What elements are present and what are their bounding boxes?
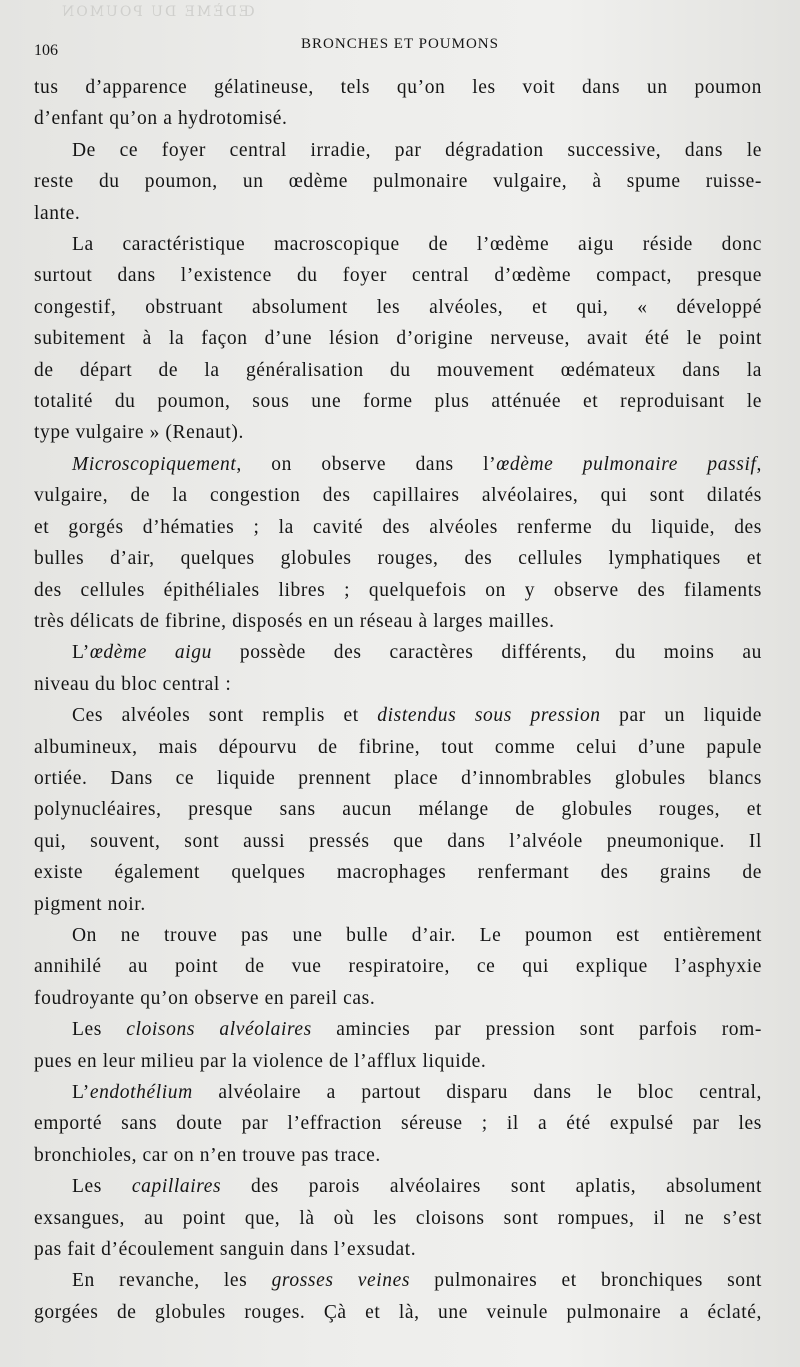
text-line: De ce foyer central irradie, par dégradation successive, dans le [72, 139, 762, 161]
text-line: L’endothélium alvéolaire a partout disparu dans le bloc central, [72, 1082, 762, 1103]
text-line: d’enfant qu’on a hydrotomisé. [34, 108, 288, 130]
text-line: reste du poumon, un œdème pulmonaire vulgaire, à spume ruisse- [34, 171, 762, 193]
text-line: pigment noir. [34, 893, 146, 915]
text-line: niveau du bloc central : [34, 673, 232, 695]
text-line: bronchioles, car on n’en trouve pas trace. [34, 1144, 381, 1166]
bleed-through-text: ŒDÈME DU POUMON [60, 4, 255, 20]
text-line: bulles d’air, quelques globules rouges, des cellules lymphatiques et [34, 548, 762, 570]
text-line: pues en leur milieu par la violence de l’afflux liquide. [34, 1050, 487, 1072]
text-line: En revanche, les grosses veines pulmonaires et bronchiques sont [72, 1270, 762, 1292]
text-line: ortiée. Dans ce liquide prennent place d’innombrables globules blancs [34, 767, 762, 789]
text-line: très délicats de fibrine, disposés en un réseau à larges mailles. [34, 610, 555, 632]
text-line: L’œdème aigu possède des caractères différents, du moins au [72, 642, 762, 664]
text-line: gorgées de globules rouges. Çà et là, une veinule pulmonaire a éclaté, [34, 1301, 762, 1323]
text-line: pas fait d’écoulement sanguin dans l’exsudat. [34, 1239, 417, 1261]
text-line: type vulgaire » (Renaut). [34, 422, 244, 444]
text-line: polynucléaires, presque sans aucun mélange de globules rouges, et [34, 799, 762, 821]
text-line: lante. [34, 202, 81, 224]
text-line: exsangues, au point que, là où les cloisons sont rompues, il ne s’est [34, 1207, 762, 1229]
text-line: totalité du poumon, sous une forme plus atténuée et reproduisant le [34, 391, 762, 413]
text-line: existe également quelques macrophages renfermant des grains de [34, 862, 762, 884]
text-line: subitement à la façon d’une lésion d’origine nerveuse, avait été le point [34, 328, 762, 350]
text-line: Ces alvéoles sont remplis et distendus sous pression par un liquide [72, 705, 762, 727]
text-line: vulgaire, de la congestion des capillaires alvéolaires, qui sont dilatés [34, 485, 762, 507]
text-line: congestif, obstruant absolument les alvéoles, et qui, « développé [34, 296, 762, 318]
text-line: Les capillaires des parois alvéolaires sont aplatis, absolument [72, 1176, 762, 1198]
text-line: surtout dans l’existence du foyer central d’œdème compact, presque [34, 265, 762, 287]
running-head: BRONCHES ET POUMONS [301, 36, 499, 52]
page-number: 106 [34, 42, 58, 59]
text-line: foudroyante qu’on observe en pareil cas. [34, 987, 376, 1009]
text-line: Les cloisons alvéolaires amincies par pression sont parfois rom- [72, 1019, 763, 1041]
text-line: Microscopiquement, on observe dans l’œdème pulmonaire passif, [72, 453, 762, 475]
text-line: La caractéristique macroscopique de l’œdème aigu réside donc [72, 234, 762, 256]
text-line: tus d’apparence gélatineuse, tels qu’on les voit dans un poumon [34, 77, 762, 98]
text-line: On ne trouve pas une bulle d’air. Le poumon est entièrement [72, 924, 762, 946]
text-line: qui, souvent, sont aussi pressés que dans l’alvéole pneumonique. Il [34, 830, 762, 852]
text-line: et gorgés d’hématies ; la cavité des alvéoles renferme du liquide, des [34, 516, 762, 538]
body-text [34, 72, 762, 1328]
text-line: albumineux, mais dépourvu de fibrine, tout comme celui d’une papule [34, 736, 762, 758]
page-header [0, 36, 800, 60]
text-line: annihilé au point de vue respiratoire, ce qui explique l’asphyxie [34, 956, 762, 978]
text-line: de départ de la généralisation du mouvement œdémateux dans la [34, 359, 762, 381]
text-line: emporté sans doute par l’effraction séreuse ; il a été expulsé par les [34, 1113, 762, 1135]
text-line: des cellules épithéliales libres ; quelquefois on y observe des filaments [34, 579, 762, 601]
